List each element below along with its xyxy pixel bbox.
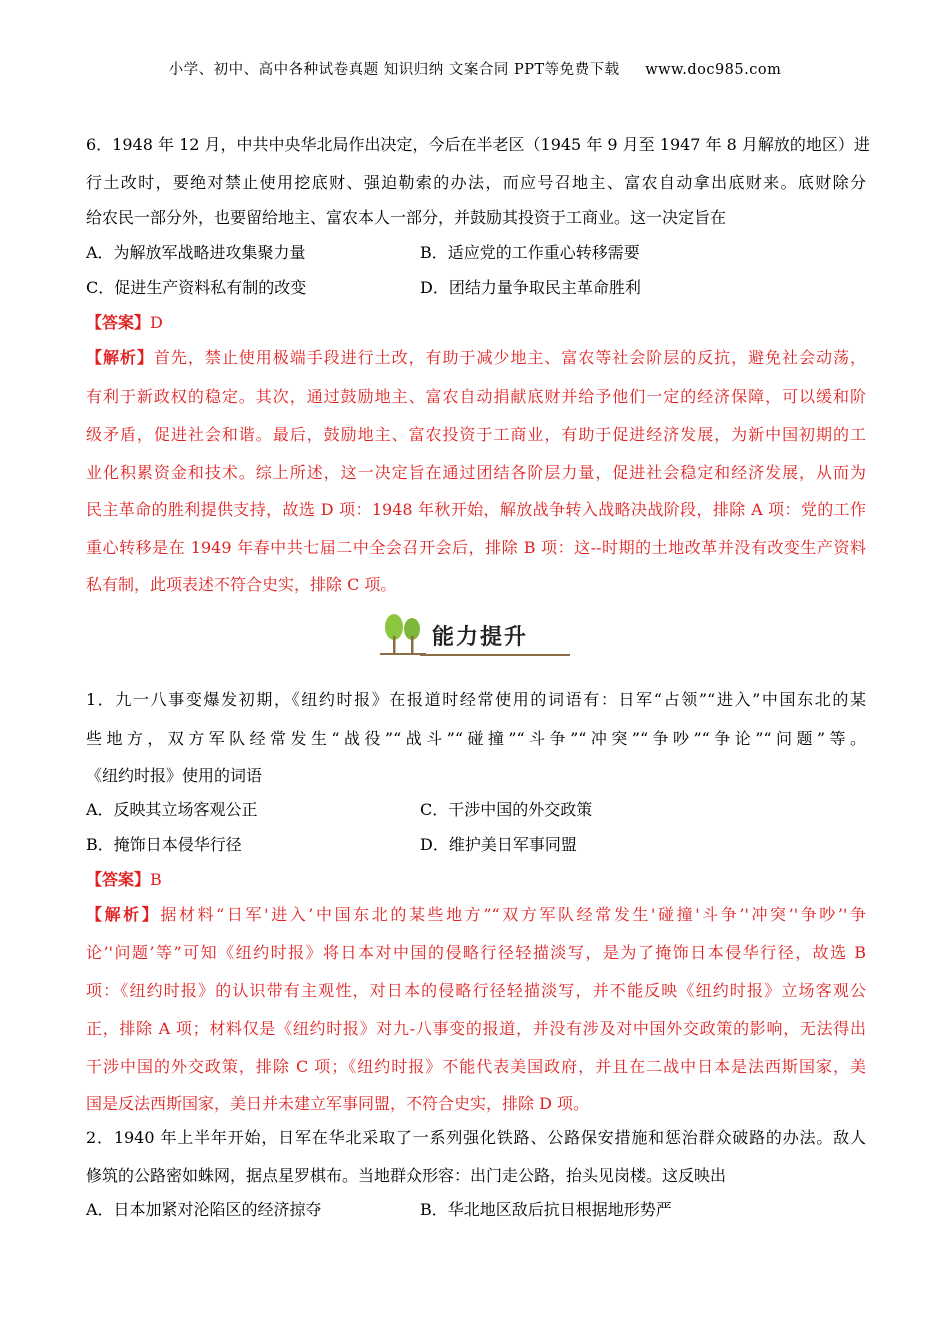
q1-analysis-tag: 【解析】 [86,905,161,924]
q6-option-d: D．团结力量争取民主革命胜利 [420,278,641,297]
q6-stem-line-3: 给农民一部分外，也要留给地主、富农本人一部分，并鼓励其投资于工商业。这一决定旨在 [86,208,727,227]
q6-analysis-line-4: 业化积累资金和技术。综上所述，这一决定旨在通过团结各阶层力量，促进社会稳定和经济发展，从而为 [86,463,866,482]
q2-stem-line-1: 2．1940 年上半年开始，日军在华北采取了一系列强化铁路、公路保安措施和惩治群众破路的办法。敌人 [86,1128,866,1147]
q1-option-a: A．反映其立场客观公正 [86,800,258,819]
q6-answer [86,312,163,334]
q6-stem-line-1: 6．1948 年 12 月，中共中央华北局作出决定，今后在半老区（1945 年 9 月至 1947 年 8 月解放的地区）进 [86,135,870,154]
section-rule [420,654,570,656]
q1-analysis-line-4: 正，排除 A 项；材料仅是《纽约时报》对九-八事变的报道，并没有涉及对中国外交政策的影响，无法得出 [86,1019,866,1038]
q6-stem-line-2: 行土改时，要绝对禁止使用挖底财、强迫勒索的办法，而应号召地主、富农自动拿出底财来。底财除分 [86,173,866,192]
q6-option-a: A．为解放军战略进攻集聚力量 [86,243,306,262]
q6-analysis-line-6: 重心转移是在 1949 年春中共七届二中全会召开会后，排除 B 项：这--时期的土地改革并没有改变生产资料 [86,538,866,557]
q1-option-c: C．干涉中国的外交政策 [420,800,593,819]
q1-stem-line-1: 1．九一八事变爆发初期，《纽约时报》在报道时经常使用的词语有：日军“占领”“进入”中国东北的某 [86,690,866,709]
section-banner [380,612,570,660]
q2-stem-line-2: 修筑的公路密如蛛网，据点星罗棋布。当地群众形容：出门走公路，抬头见岗楼。这反映出 [86,1166,727,1185]
q1-answer [86,869,162,891]
q6-analysis-line-3: 级矛盾，促进社会和谐。最后，鼓励地主、富农投资于工商业，有助于促进经济发展，为新中国初期的工 [86,425,866,444]
q1-analysis-line-2: 论’'问题’等”可知《纽约时报》将日本对中国的侵略行径轻描淡写，是为了掩饰日本侵华行径，故选 B [86,943,866,962]
q6-answer-value: D [150,313,163,332]
q1-option-d: D．维护美日军事同盟 [420,835,577,854]
tree-icon [380,612,426,658]
q2-option-b: B．华北地区敌后抗日根据地形势严 [420,1200,672,1219]
page-header: 小学、初中、高中各种试卷真题 知识归纳 文案合同 PPT等免费下载 www.doc985.com [168,62,782,78]
q1-stem-line-3: 《纽约时报》使用的词语 [86,766,263,785]
q6-analysis-line-1 [86,347,866,369]
q6-analysis-line-7: 私有制，此项表述不符合史实，排除 C 项。 [86,575,397,594]
q1-answer-tag: 【答案】 [86,870,151,889]
section-title: 能力提升 [432,625,529,650]
q2-option-a: A．日本加紧对沦陷区的经济掠夺 [86,1200,322,1219]
q6-analysis-tag: 【解析】 [86,348,154,367]
q1-analysis-line-3: 项：《纽约时报》的认识带有主观性，对日本的侵略行径轻描淡写，并不能反映《纽约时报》立场客观公 [86,981,866,1000]
q1-analysis-text: 据材料“日军'进入’中国东北的某些地方”“双方军队经常发生'碰撞'斗争’'冲突’'争吵’'争 [160,905,866,924]
q6-option-b: B．适应党的工作重心转移需要 [420,243,640,262]
q1-stem-line-2: 些地方，双方军队经常发生“战役”“战斗”“碰撞”“斗争”“冲突”“争吵”“争论”“问题”等。 [86,729,866,748]
q1-analysis-line-5: 干涉中国的外交政策，排除 C 项；《纽约时报》不能代表美国政府，并且在二战中日本是法西斯国家，美 [86,1057,866,1076]
q6-analysis-line-2: 有利于新政权的稳定。其次，通过鼓励地主、富农自动捐献底财并给予他们一定的经济保障，可以缓和阶 [86,387,866,406]
q6-answer-tag: 【答案】 [86,313,151,332]
q6-option-c: C．促进生产资料私有制的改变 [86,278,307,297]
q6-analysis-line-5: 民主革命的胜利提供支持，故选 D 项：1948 年秋开始，解放战争转入战略决战阶段，排除 A 项：党的工作 [86,500,866,519]
q1-analysis-line-1 [86,904,866,926]
q1-analysis-line-6: 国是反法西斯国家，美日并未建立军事同盟，不符合史实，排除 D 项。 [86,1094,590,1113]
q1-option-b: B．掩饰日本侵华行径 [86,835,242,854]
q1-answer-value: B [150,870,162,889]
q6-analysis-text: 首先，禁止使用极端手段进行土改，有助于减少地主、富农等社会阶层的反抗，避免社会动荡， [153,348,866,367]
